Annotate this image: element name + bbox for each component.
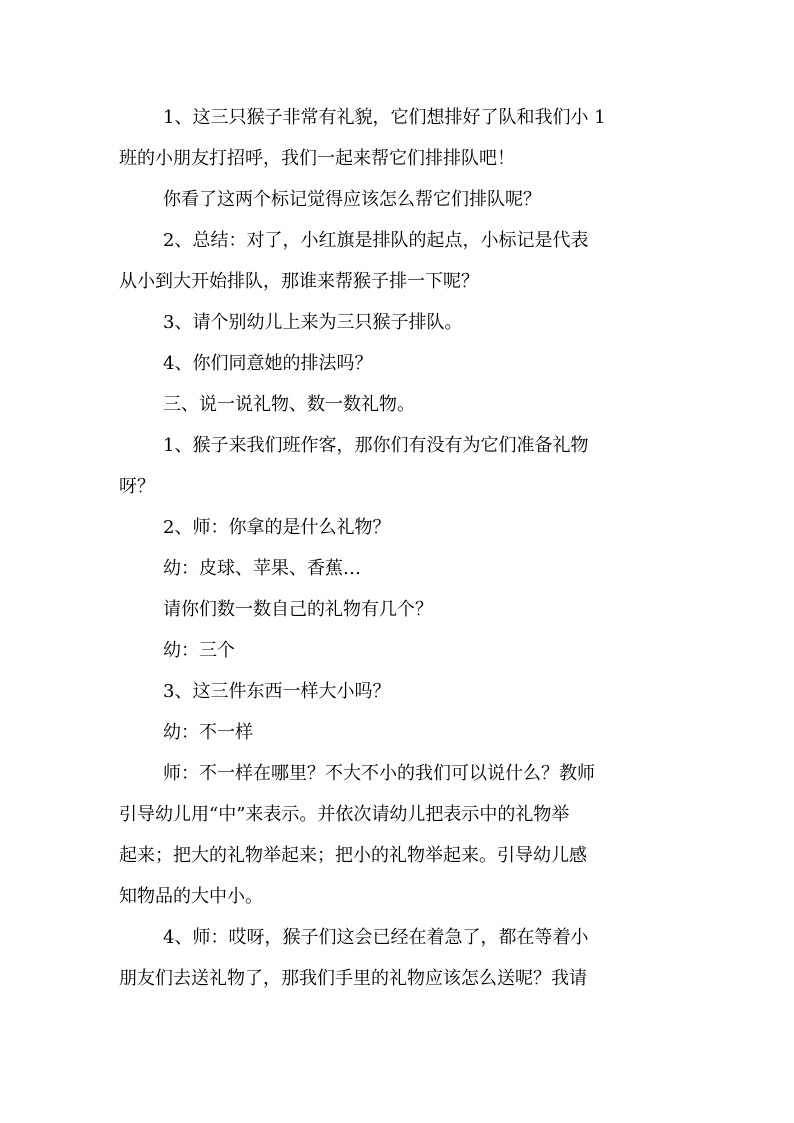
paragraph-line: 知物品的大中小。 xyxy=(119,886,263,907)
paragraph-line: 请你们数一数自己的礼物有几个？ xyxy=(163,599,433,620)
section-heading: 三、说一说礼物、数一数礼物。 xyxy=(163,394,415,415)
paragraph-line: 3、请个别幼儿上来为三只猴子排队。 xyxy=(163,312,463,333)
paragraph-line: 呀？ xyxy=(119,476,155,497)
paragraph-line: 2、师：你拿的是什么礼物？ xyxy=(163,517,391,538)
paragraph-line: 2、总结：对了，小红旗是排队的起点，小标记是代表 xyxy=(163,230,589,251)
paragraph-line: 幼：不一样 xyxy=(163,722,253,743)
paragraph-line: 起来；把大的礼物举起来；把小的礼物举起来。引导幼儿感 xyxy=(119,845,587,866)
paragraph-line: 1、这三只猴子非常有礼貌，它们想排好了队和我们小 1 xyxy=(163,107,606,128)
paragraph-line: 引导幼儿用“中”来表示。并依次请幼儿把表示中的礼物举 xyxy=(119,804,570,825)
paragraph-line: 师：不一样在哪里？不大不小的我们可以说什么？教师 xyxy=(163,763,595,784)
paragraph-line: 1、猴子来我们班作客，那你们有没有为它们准备礼物 xyxy=(163,435,589,456)
paragraph-line: 4、师：哎呀，猴子们这会已经在着急了，都在等着小 xyxy=(163,927,589,948)
paragraph-line: 你看了这两个标记觉得应该怎么帮它们排队呢？ xyxy=(163,189,541,210)
paragraph-line: 班的小朋友打招呼，我们一起来帮它们排排队吧！ xyxy=(119,148,515,169)
paragraph-line: 从小到大开始排队，那谁来帮猴子排一下呢？ xyxy=(119,271,479,292)
paragraph-line: 朋友们去送礼物了，那我们手里的礼物应该怎么送呢？我请 xyxy=(119,968,587,989)
paragraph-line: 幼：皮球、苹果、香蕉… xyxy=(163,558,361,579)
paragraph-line: 3、这三件东西一样大小吗？ xyxy=(163,681,391,702)
paragraph-line: 4、你们同意她的排法吗？ xyxy=(163,353,373,374)
paragraph-line: 幼：三个 xyxy=(163,640,235,661)
document-body xyxy=(119,97,679,999)
